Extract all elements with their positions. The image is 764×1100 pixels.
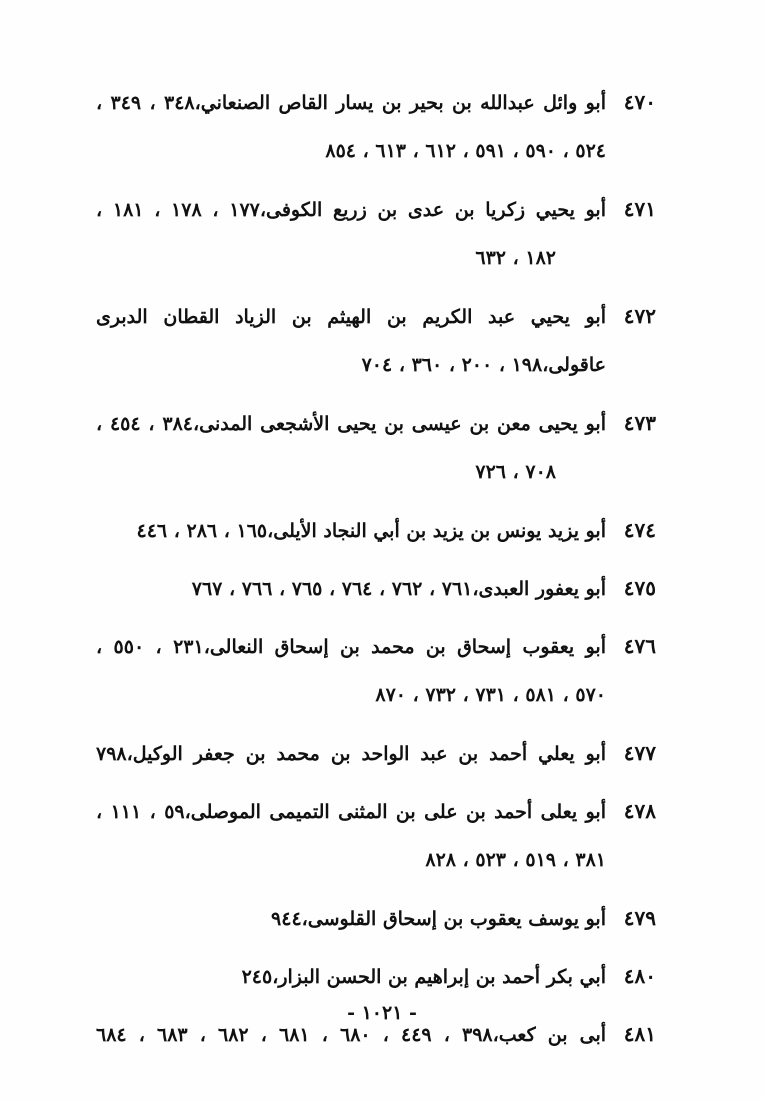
entry-text: أبو يحيي زكريا بن عدى بن زريع الكوفى،١٧٧ ، ١٧٨ ، ١٨١ ، <box>96 199 606 221</box>
entry-text: أبى بن كعب،٣٩٨ ، ٤٤٩ ، ٦٨٠ ، ٦٨١ ، ٦٨٢ ، ٦٨٣ ، ٦٨٤ <box>96 1024 606 1046</box>
entry-text: أبو يعلي أحمد بن عبد الواحد بن محمد بن جعفر الوكيل،٧٩٨ <box>96 743 606 765</box>
entry-number: ٤٧٧ <box>623 741 656 765</box>
entry-number: ٤٨١ <box>623 1022 656 1046</box>
index-entry <box>96 506 656 555</box>
index-entry <box>96 952 656 1001</box>
index-entry <box>96 78 656 176</box>
entry-text: أبو يعقوب إسحاق بن محمد بن إسحاق النعالى،٢٣١ ، ٥٥٠ ، <box>96 636 606 658</box>
index-entry <box>96 894 656 943</box>
entry-text-continued: ٧٠٨ ، ٧٢٦ <box>475 461 556 483</box>
index-entries <box>96 78 656 1068</box>
entry-number: ٤٧٤ <box>623 518 656 542</box>
entry-text: أبو وائل عبدالله بن بحير بن يسار القاص الصنعاني،٣٤٨ ، ٣٤٩ ، <box>96 92 606 114</box>
index-entry <box>96 399 656 497</box>
entry-text: أبو يوسف يعقوب بن إسحاق القلوسى،٩٤٤ <box>271 908 606 930</box>
entry-number: ٤٧١ <box>623 197 656 221</box>
index-entry <box>96 787 656 885</box>
entry-number: ٤٧٢ <box>623 304 656 328</box>
entry-number: ٤٨٠ <box>623 964 656 988</box>
entry-text-continued: ٥٢٤ ، ٥٩٠ ، ٥٩١ ، ٦١٢ ، ٦١٣ ، ٨٥٤ <box>325 140 606 162</box>
entry-number: ٤٧٩ <box>623 906 656 930</box>
entry-text-continued: ٥٧٠ ، ٥٨١ ، ٧٣١ ، ٧٣٢ ، ٨٧٠ <box>375 684 606 706</box>
entry-text: أبو يحيي عبد الكريم بن الهيثم بن الزياد القطان الدبرى <box>96 306 606 328</box>
index-entry <box>96 622 656 720</box>
entry-text: أبي بكر أحمد بن إبراهيم بن الحسن البزار،٢٤٥ <box>241 966 606 988</box>
entry-number: ٤٧٣ <box>623 411 656 435</box>
index-entry <box>96 292 656 390</box>
page-number: - ١٠٢١ - <box>347 1002 417 1024</box>
index-entry <box>96 729 656 778</box>
entry-text: أبو يزيد يونس بن يزيد بن أبي النجاد الأيلى،١٦٥ ، ٢٨٦ ، ٤٤٦ <box>136 520 606 542</box>
entry-number: ٤٧٦ <box>623 634 656 658</box>
entry-number: ٤٧٥ <box>623 576 656 600</box>
index-entry <box>96 564 656 613</box>
entry-number: ٤٧٨ <box>623 799 656 823</box>
entry-text: أبو يعفور العبدى،٧٦١ ، ٧٦٢ ، ٧٦٤ ، ٧٦٥ ، ٧٦٦ ، ٧٦٧ <box>191 578 606 600</box>
entry-text: أبو يحيى معن بن عيسى بن يحيى الأشجعى المدنى،٣٨٤ ، ٤٥٤ ، <box>96 413 606 435</box>
entry-text: أبو يعلى أحمد بن على بن المثنى التميمى الموصلى،٥٩ ، ١١١ ، <box>96 801 606 823</box>
entry-text-continued: عاقولى،١٩٨ ، ٢٠٠ ، ٣٦٠ ، ٧٠٤ <box>361 354 606 376</box>
entry-number: ٤٧٠ <box>623 90 656 114</box>
index-entry <box>96 185 656 283</box>
entry-text-continued: ٣٨١ ، ٥١٩ ، ٥٢٣ ، ٨٢٨ <box>425 849 606 871</box>
entry-text-continued: ١٨٢ ، ٦٣٢ <box>475 247 556 269</box>
